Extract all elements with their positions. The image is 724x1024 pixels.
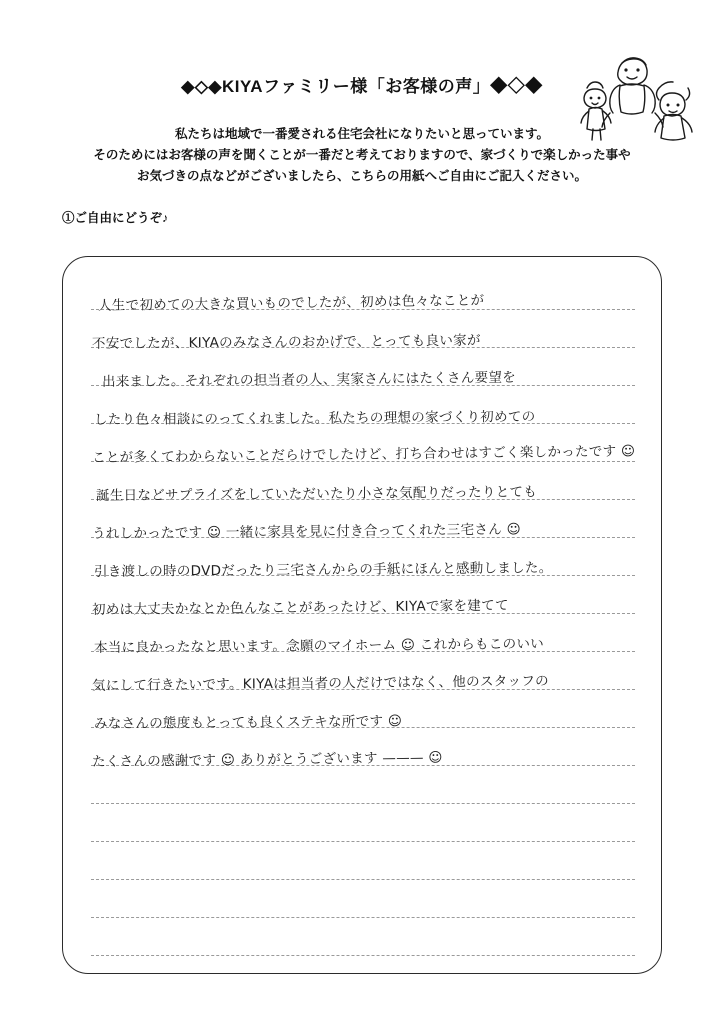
handwriting-line: 初めは大丈夫かなとか色んなことがあったけど、KIYAで家を建てて xyxy=(91,597,509,618)
rule-line xyxy=(91,499,635,500)
rule-line xyxy=(91,309,635,310)
rule-line xyxy=(91,537,635,538)
lead-line-2: そのためにはお客様の声を聞くことが一番だと考えておりますので、家づくりで楽しかった事や xyxy=(93,148,631,162)
handwriting-line: 本当に良かったなと思います。念願のマイホーム ☺ これからもこのいい xyxy=(93,636,545,656)
rule-line xyxy=(91,803,635,804)
rule-line xyxy=(91,423,635,424)
rule-line xyxy=(91,879,635,880)
comment-sheet xyxy=(62,256,662,974)
rule-line xyxy=(91,651,635,652)
rule-line xyxy=(91,841,635,842)
rule-line xyxy=(91,613,635,614)
handwriting-line: たくさんの感謝です ☺ ありがとうございます ——— ☺ xyxy=(91,749,443,770)
free-comment-prompt: ①ご自由にどうぞ♪ xyxy=(62,211,169,225)
rule-line xyxy=(91,765,635,766)
rule-line xyxy=(91,385,635,386)
rule-line xyxy=(91,689,635,690)
rule-line xyxy=(91,575,635,576)
lead-line-1: 私たちは地域で一番愛される住宅会社になりたいと思っています。 xyxy=(174,127,549,141)
handwriting-line: 引き渡しの時のDVDだったり三宅さんからの手紙にほんと感動しました。 xyxy=(93,559,553,580)
ruled-lines xyxy=(63,257,663,975)
rule-line xyxy=(91,347,635,348)
handwriting-line: 不安でしたが、KIYAのみなさんのおかげで、とっても良い家が xyxy=(91,332,481,352)
handwriting-line: みなさんの態度もとっても良くステキな所です ☺ xyxy=(93,713,403,732)
rule-line xyxy=(91,461,635,462)
family-doodle-icon xyxy=(560,52,700,142)
handwriting-line: 誕生日などサプライズをしていただいたり小さな気配りだったりとても xyxy=(95,484,538,504)
page-title: ◆◇◆KIYAファミリー様「お客様の声」◆◇◆ xyxy=(181,77,543,96)
handwriting-line: 人生で初めての大きな買いものでしたが、初めは色々なことが xyxy=(97,292,485,314)
handwriting-line: したり色々相談にのってくれました。私たちの理想の家づくり初めての xyxy=(93,408,536,428)
rule-line xyxy=(91,917,635,918)
lead-line-3: お気づきの点などがございましたら、こちらの用紙へご自由にご記入ください。 xyxy=(136,169,587,183)
handwriting-line: 出来ました。それぞれの担当者の人、実家さんにはたくさん要望を xyxy=(101,369,517,390)
rule-line xyxy=(91,955,635,956)
handwriting-line: うれしかったです ☺ 一緒に家具を見に付き合ってくれた三宅さん ☺ xyxy=(91,521,522,542)
handwriting-line: 気にして行きたいです。KIYAは担当者の人だけではなく、他のスタッフの xyxy=(91,673,550,694)
rule-line xyxy=(91,727,635,728)
handwriting-line: ことが多くてわからないことだらけでしたけど、打ち合わせはすごく楽しかったです ☺ xyxy=(91,443,636,466)
